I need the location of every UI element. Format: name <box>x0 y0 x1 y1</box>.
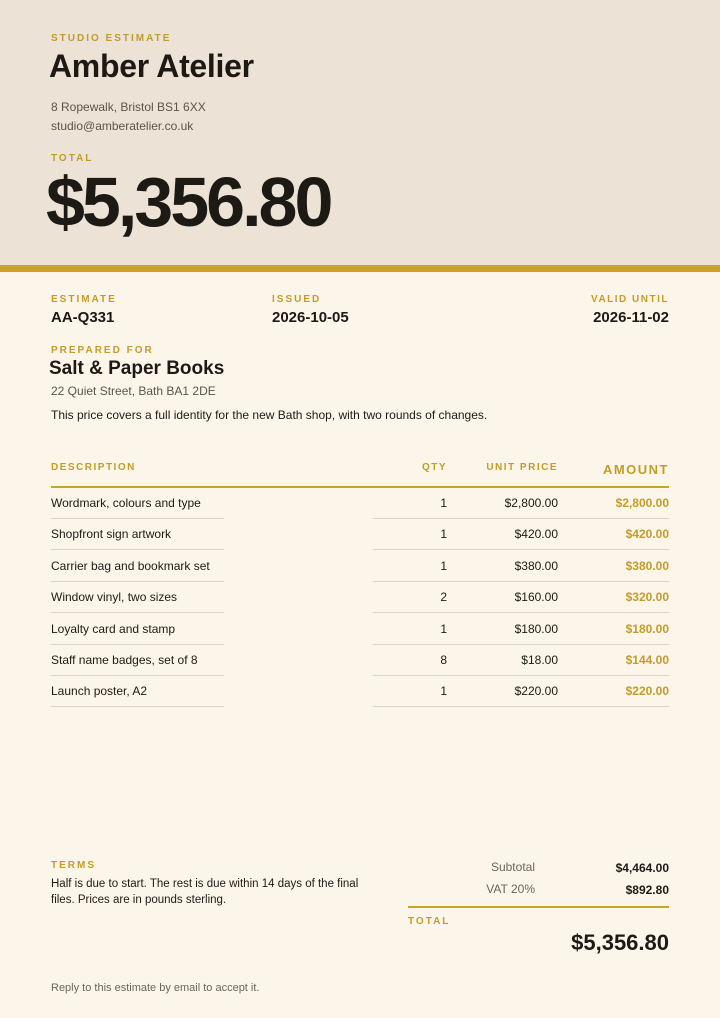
item-qty: 2 <box>440 590 447 605</box>
item-qty: 8 <box>440 653 447 667</box>
item-amount: $320.00 <box>625 590 669 605</box>
item-description: Launch poster, A2 <box>51 684 148 699</box>
prepared-for-label: PREPARED FOR <box>51 345 154 356</box>
issued-label: ISSUED <box>272 294 322 305</box>
estimate-number-label: ESTIMATE <box>51 294 117 305</box>
client-name: Salt & Paper Books <box>49 358 225 379</box>
item-unit-price: $18.00 <box>521 653 558 667</box>
table-row <box>0 519 720 550</box>
item-description: Staff name badges, set of 8 <box>51 653 198 667</box>
item-amount: $144.00 <box>625 653 669 667</box>
item-unit-price: $180.00 <box>514 621 558 636</box>
item-qty: 1 <box>440 621 447 636</box>
hero-total-label: TOTAL <box>51 153 94 164</box>
item-qty: 1 <box>440 684 447 699</box>
item-description: Carrier bag and bookmark set <box>51 558 210 573</box>
estimate-summary-note: This price covers a full identity for the new Bath shop, with two rounds of changes. <box>51 408 488 422</box>
item-qty: 1 <box>440 527 447 542</box>
table-row <box>0 645 720 676</box>
table-row <box>0 676 720 707</box>
item-amount: $420.00 <box>625 527 669 542</box>
item-unit-price: $160.00 <box>514 590 558 605</box>
subtotal-value: $4,464.00 <box>615 861 669 875</box>
item-description: Shopfront sign artwork <box>51 527 172 542</box>
item-amount: $180.00 <box>625 621 669 636</box>
row-divider <box>51 706 224 707</box>
vat-label: VAT 20% <box>486 882 535 896</box>
studio-email: studio@amberatelier.co.uk <box>51 119 194 133</box>
column-header-unit-price: UNIT PRICE <box>486 462 558 473</box>
table-row <box>0 488 720 519</box>
footer-note: Reply to this estimate by email to accept it. <box>51 982 260 994</box>
row-divider <box>373 706 669 707</box>
item-qty: 1 <box>440 558 447 573</box>
header-divider <box>0 265 720 272</box>
item-description: Window vinyl, two sizes <box>51 590 178 605</box>
item-unit-price: $2,800.00 <box>504 496 558 510</box>
item-description: Wordmark, colours and type <box>51 496 201 510</box>
document-type-label: STUDIO ESTIMATE <box>51 33 172 44</box>
item-qty: 1 <box>440 496 447 510</box>
terms-label: TERMS <box>51 860 96 871</box>
item-unit-price: $380.00 <box>514 558 558 573</box>
estimate-number: AA-Q331 <box>51 309 115 326</box>
issued-date: 2026-10-05 <box>272 309 349 326</box>
client-address: 22 Quiet Street, Bath BA1 2DE <box>51 384 216 398</box>
column-header-qty: QTY <box>421 462 447 473</box>
studio-name: Amber Atelier <box>49 48 254 84</box>
table-row <box>0 551 720 582</box>
table-row <box>0 614 720 645</box>
item-unit-price: $420.00 <box>514 527 558 542</box>
subtotal-label: Subtotal <box>490 860 535 874</box>
valid-until-label: VALID UNTIL <box>591 294 669 305</box>
hero-total-amount: $5,356.80 <box>46 163 331 241</box>
studio-address: 8 Ropewalk, Bristol BS1 6XX <box>51 100 206 114</box>
valid-until-date: 2026-11-02 <box>593 309 669 326</box>
item-amount: $380.00 <box>625 558 669 573</box>
item-amount: $220.00 <box>625 684 669 699</box>
grand-total-label: TOTAL <box>408 916 451 927</box>
terms-text: Half is due to start. The rest is due within 14 days of the final files. Prices are in pounds sterling. <box>51 878 359 906</box>
vat-value: $892.80 <box>625 883 669 897</box>
item-amount: $2,800.00 <box>615 496 669 510</box>
summary-rule <box>408 906 669 908</box>
table-row <box>0 582 720 613</box>
item-unit-price: $220.00 <box>514 684 558 699</box>
grand-total-value: $5,356.80 <box>571 930 669 955</box>
column-header-amount: AMOUNT <box>602 462 669 477</box>
column-header-description: DESCRIPTION <box>51 462 136 473</box>
item-description: Loyalty card and stamp <box>51 621 176 636</box>
